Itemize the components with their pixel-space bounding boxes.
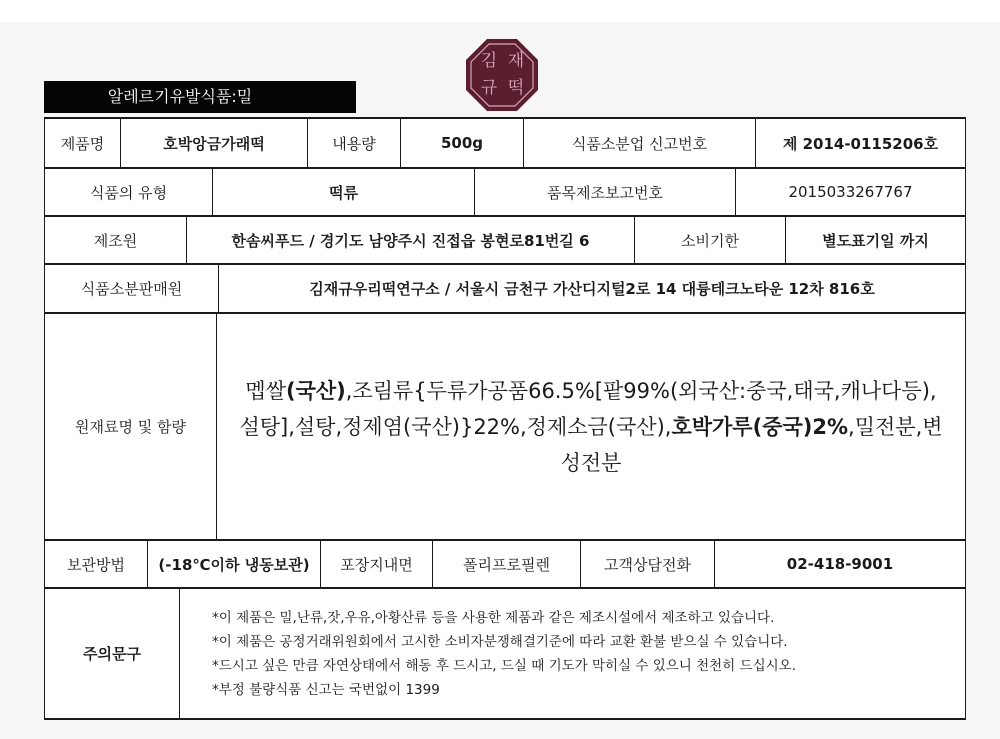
- storage-label: 보관방법: [45, 541, 148, 587]
- caution-item: *부정 불량식품 신고는 국번없이 1399: [212, 681, 440, 698]
- license-value: 제 2014-0115206호: [782, 134, 939, 153]
- logo-char: 재: [507, 51, 525, 71]
- ingredients-segment: 멥쌀: [245, 378, 286, 403]
- maker-label: 제조원: [45, 217, 187, 263]
- ingredients-segment: (국산): [285, 378, 346, 403]
- seller-value: 김재규우리떡연구소 / 서울시 금천구 가산디지털2로 14 대륭테크노타운 12차 816호: [309, 280, 875, 298]
- logo-char: 떡: [507, 78, 525, 98]
- table-row-seller: [45, 265, 965, 314]
- food-type-label: 식품의 유형: [45, 169, 213, 215]
- brand-logo-seal: [465, 38, 539, 112]
- table-row-caution: [45, 589, 965, 718]
- license-label: 식품소분업 신고번호: [524, 119, 756, 167]
- volume-label: 내용량: [308, 119, 401, 167]
- ingredients-segment: ,밀전분,변성전분: [560, 414, 943, 475]
- allergy-banner: 알레르기유발식품:밀: [44, 81, 356, 113]
- logo-char: 규: [480, 78, 498, 98]
- ingredients-label: 원재료명 및 함량: [45, 314, 217, 539]
- report-number-value: 2015033267767: [788, 183, 913, 201]
- caution-item: *이 제품은 밀,난류,잣,우유,아황산류 등을 사용한 제품과 같은 제조시설에서 제조하고 있습니다.: [212, 609, 775, 626]
- ingredients-segment: ,조림류{두류가공품66.5%[팥99%(외국산:중국,태국,캐나다등),설탕],설탕,정제염(국산)}22%,정제소금(국산),: [239, 378, 937, 439]
- storage-value: (-18℃이하 냉동보관): [148, 541, 321, 587]
- maker-value: 한솜씨푸드 / 경기도 남양주시 진접읍 봉현로81번길 6: [187, 217, 635, 263]
- ingredients-value: [217, 314, 965, 539]
- caution-item: *드시고 싶은 만큼 자연상태에서 해동 후 드시고, 드실 때 기도가 막히실 수 있으니 천천히 드십시오.: [212, 657, 797, 674]
- caution-label: 주의문구: [45, 589, 180, 718]
- table-row-maker: [45, 217, 965, 265]
- report-number-label: 품목제조보고번호: [475, 169, 736, 215]
- product-name-label: 제품명: [45, 119, 121, 167]
- table-row-type: [45, 169, 965, 217]
- phone-value: 02-418-9001: [786, 555, 894, 573]
- product-name-value: 호박앙금가래떡: [121, 119, 308, 167]
- package-value: 폴리프로필렌: [433, 541, 581, 587]
- table-row-storage: [45, 541, 965, 589]
- ingredients-segment: 호박가루(중국)2%: [671, 414, 849, 439]
- package-label: 포장지내면: [321, 541, 433, 587]
- food-type-value: 떡류: [213, 169, 475, 215]
- ingredients-text: [237, 373, 945, 481]
- volume-value: 500g: [401, 119, 524, 167]
- phone-label: 고객상담전화: [581, 541, 715, 587]
- logo-char: 김: [480, 51, 498, 71]
- seller-label: 식품소분판매원: [45, 265, 219, 312]
- expiry-value: 별도표기일 까지: [822, 231, 929, 250]
- expiry-label: 소비기한: [635, 217, 786, 263]
- caution-list: [180, 589, 965, 718]
- table-row-product: [45, 119, 965, 169]
- table-row-ingredients: [45, 314, 965, 541]
- caution-item: *이 제품은 공정거래위원회에서 고시한 소비자분쟁해결기준에 따라 교환 환불 받으실 수 있습니다.: [212, 633, 788, 650]
- product-label-table: [44, 117, 966, 720]
